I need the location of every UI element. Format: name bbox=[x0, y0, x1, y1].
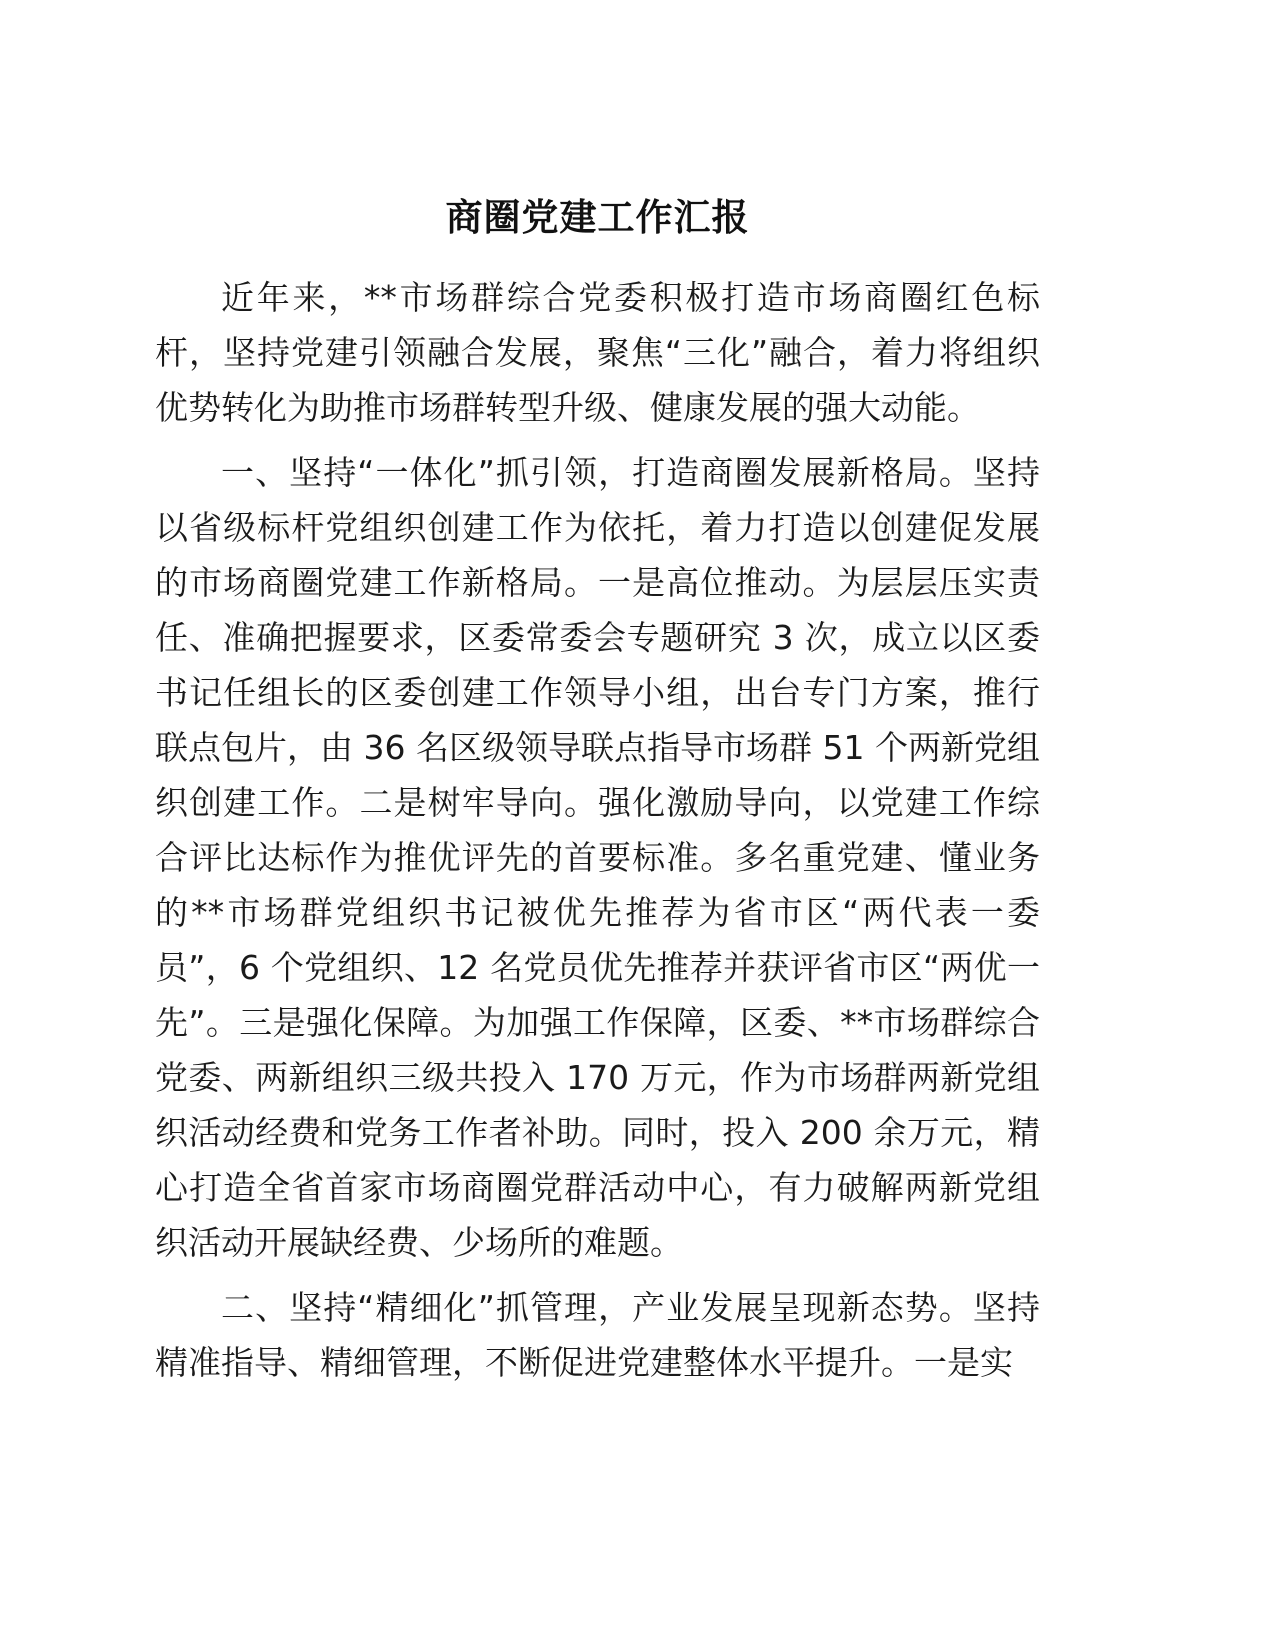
paragraph-section-two: 二、坚持“精细化”抓管理，产业发展呈现新态势。坚持精准指导、精细管理，不断促进党建整体水平提升。一是实 bbox=[155, 1288, 1040, 1383]
page-content-area bbox=[155, 0, 1040, 1390]
document-body bbox=[155, 270, 1040, 1390]
paragraph-intro: 近年来，**市场群综合党委积极打造市场商圈红色标杆，坚持党建引领融合发展，聚焦“三化”融合，着力将组织优势转化为助推市场群转型升级、健康发展的强大动能。 bbox=[155, 278, 1040, 428]
paragraph-section-one: 一、坚持“一体化”抓引领，打造商圈发展新格局。坚持以省级标杆党组织创建工作为依托，着力打造以创建促发展的市场商圈党建工作新格局。一是高位推动。为层层压实责任、准确把握要求，区委常委会专题研究 3 次，成立以区委书记任组长的区委创建工作领导小组，出台专门方案，推行联点包片，由 36 名区级领导联点指导市场群 51 个两新党组织创建工作。二是树牢导向。强化激励导向，以党建工作综合评比达标作为推优评先的首要标准。多名重党建、懂业务的**市场群党组织书记被优先推荐为省市区“两代表一委员”，6 个党组织、12 名党员优先推荐并获评省市区“两优一先”。三是强化保障。为加强工作保障，区委、**市场群综合党委、两新组织三级共投入 170 万元，作为市场群两新党组织活动经费和党务工作者补助。同时，投入 200 余万元，精心打造全省首家市场商圈党群活动中心，有力破解两新党组织活动开展缺经费、少场所的难题。 bbox=[155, 453, 1040, 1263]
page-title: 商圈党建工作汇报 bbox=[445, 196, 750, 239]
